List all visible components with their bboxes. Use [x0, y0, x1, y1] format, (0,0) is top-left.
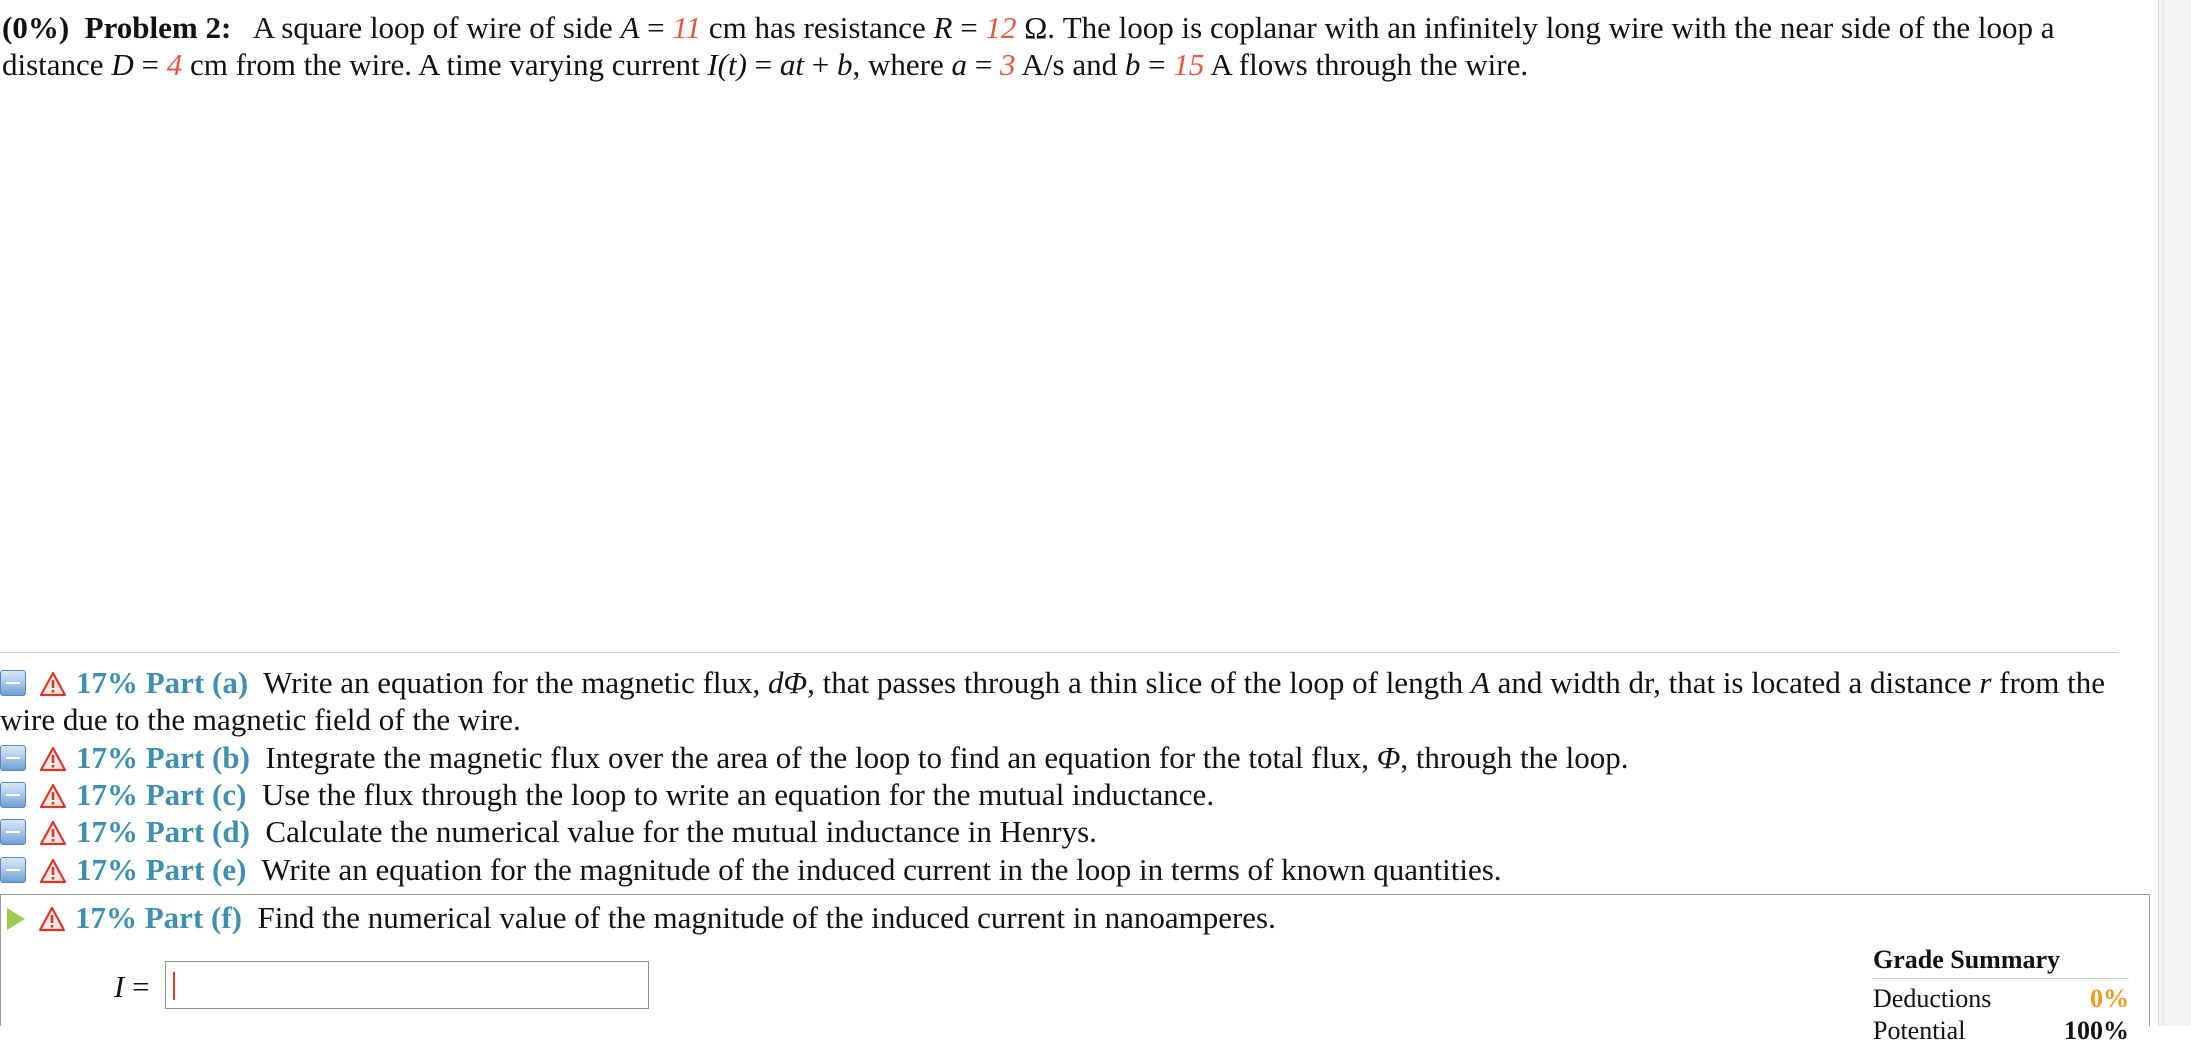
part-b: [0, 739, 2140, 776]
part-label: Part (f): [144, 900, 242, 935]
equals-sign: =: [1140, 47, 1174, 82]
grade-summary-divider: [1873, 978, 2129, 979]
problem-text: A flows through the wire.: [1204, 47, 1529, 82]
divider: [0, 652, 2118, 653]
plus-sign: +: [804, 47, 838, 82]
answer-input[interactable]: [165, 961, 649, 1009]
symbol-b: b: [1124, 47, 1141, 82]
problem-text: cm has resistance: [701, 10, 934, 45]
value-R: 12: [985, 10, 1017, 45]
part-c-heading[interactable]: [76, 777, 246, 812]
value-A: 11: [672, 10, 702, 45]
part-text: Write an equation for the magnetic flux,: [263, 665, 769, 700]
part-text: Find the numerical value of the magnitude of the induced current in nanoamperes.: [257, 900, 1276, 935]
vertical-scrollbar[interactable]: [2158, 0, 2191, 1026]
part-f: [0, 899, 2140, 936]
equals-sign: =: [124, 969, 150, 1004]
part-percent: 17%: [76, 777, 138, 812]
problem-text: , where: [852, 47, 952, 82]
symbol-a: a: [951, 47, 967, 82]
text-cursor: [173, 972, 175, 1000]
grade-row-potential: [1873, 1015, 2129, 1047]
value-b: 15: [1173, 47, 1205, 82]
part-d: [0, 813, 2140, 850]
part-b-heading[interactable]: [76, 740, 250, 775]
part-text: Integrate the magnetic flux over the area of the loop to find an equation for the total flux,: [265, 740, 1377, 775]
warning-icon: [40, 821, 66, 845]
grade-value: 0%: [2090, 984, 2129, 1013]
part-label: Part (c): [145, 777, 247, 812]
symbol-r: r: [1979, 665, 1992, 700]
part-label: Part (d): [145, 814, 250, 849]
part-text: , that passes through a thin slice of the loop of length: [807, 665, 1471, 700]
symbol-D: D: [111, 47, 134, 82]
symbol-at: at: [779, 47, 805, 82]
problem-text: Ω. The loop is coplanar with an infinitely long wire with the near side of the loop a distance: [2, 10, 2055, 82]
equals-sign: =: [967, 47, 1000, 82]
collapse-box-icon[interactable]: [0, 745, 26, 771]
warning-icon: [40, 747, 66, 771]
part-percent: 17%: [76, 740, 138, 775]
value-D: 4: [166, 47, 183, 82]
part-a-heading[interactable]: [76, 665, 248, 700]
collapse-box-icon[interactable]: [0, 782, 26, 808]
symbol-I-t: I(t): [707, 47, 747, 82]
part-d-heading[interactable]: [76, 814, 250, 849]
problem-text: A square loop of wire of side: [252, 10, 621, 45]
expand-arrow-icon[interactable]: [7, 908, 25, 930]
warning-icon: [40, 784, 66, 808]
answer-label: [114, 968, 150, 1005]
collapse-box-icon[interactable]: [0, 819, 26, 845]
part-percent: 17%: [75, 900, 137, 935]
grade-row-deductions: [1873, 983, 2129, 1015]
part-percent: 17%: [76, 814, 138, 849]
symbol-b: b: [837, 47, 853, 82]
problem-title: Problem 2:: [84, 10, 232, 45]
part-text: , through the loop.: [1400, 740, 1629, 775]
grade-label: Potential: [1873, 1016, 1966, 1045]
part-f-heading[interactable]: [75, 900, 242, 935]
part-percent: 17%: [76, 852, 138, 887]
collapse-box-icon[interactable]: [0, 857, 26, 883]
part-text: Use the flux through the loop to write an equation for the mutual inductance.: [261, 777, 1215, 812]
equals-sign: =: [952, 10, 986, 45]
part-label: Part (e): [145, 852, 247, 887]
equals-sign: =: [133, 47, 167, 82]
symbol-phi: Φ: [1376, 740, 1401, 775]
problem-text: A/s and: [1015, 47, 1125, 82]
part-a: [0, 664, 2140, 738]
equals-sign: =: [746, 47, 780, 82]
warning-icon: [40, 859, 66, 883]
value-a: 3: [999, 47, 1016, 82]
grade-value: 100%: [2064, 1016, 2129, 1045]
answer-symbol: I: [114, 969, 125, 1004]
warning-icon: [40, 672, 66, 696]
symbol-dphi: dΦ: [768, 665, 808, 700]
part-text: Calculate the numerical value for the mutual inductance in Henrys.: [265, 814, 1097, 849]
part-label: Part (a): [145, 665, 249, 700]
part-label: Part (b): [145, 740, 250, 775]
grade-label: Deductions: [1873, 984, 1992, 1013]
collapse-box-icon[interactable]: [0, 670, 26, 696]
scrollbar-track: [2162, 0, 2164, 1026]
problem-score: (0%): [2, 10, 70, 45]
part-text: and width dr, that is located a distance: [1489, 665, 1980, 700]
part-e-heading[interactable]: [76, 852, 246, 887]
grade-summary: [1873, 944, 2129, 1047]
equals-sign: =: [639, 10, 673, 45]
part-c: [0, 776, 2140, 813]
symbol-R: R: [933, 10, 953, 45]
part-text: Write an equation for the magnitude of the induced current in the loop in terms of known quantities.: [261, 852, 1502, 887]
warning-icon: [39, 907, 65, 931]
part-percent: 17%: [76, 665, 138, 700]
symbol-A: A: [1470, 665, 1490, 700]
part-e: [0, 851, 2140, 888]
grade-summary-title: Grade Summary: [1873, 945, 2061, 974]
problem-text: cm from the wire. A time varying current: [182, 47, 708, 82]
symbol-A: A: [620, 10, 640, 45]
part-text: from the wire due to the magnetic field of the wire.: [0, 665, 2106, 737]
problem-statement: [2, 9, 2152, 83]
